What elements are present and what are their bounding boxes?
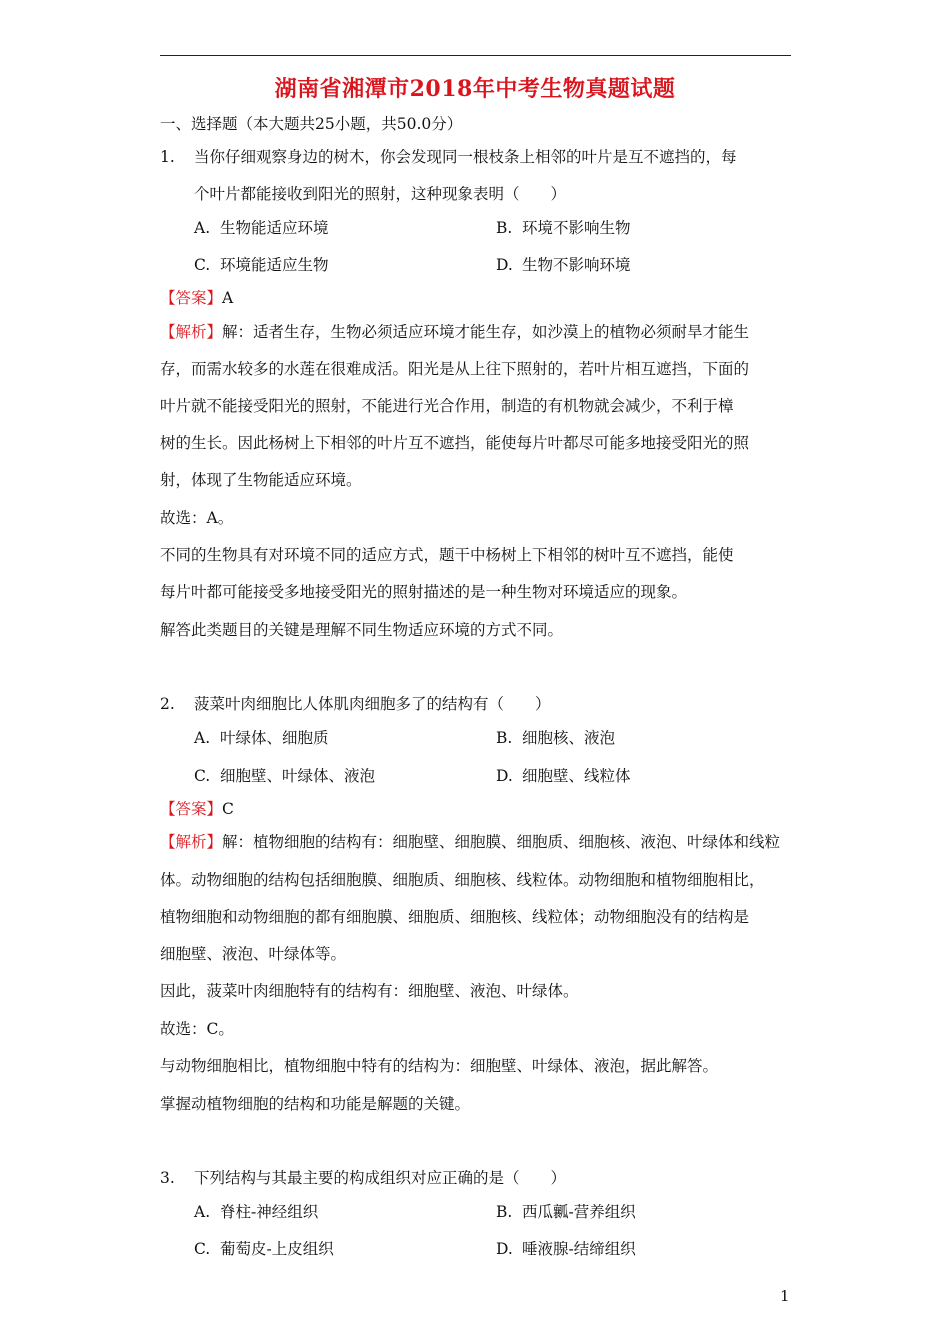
question-2-option-b: B. 细胞核、液泡: [496, 729, 616, 747]
question-2-analysis-line-5: 因此，菠菜叶肉细胞特有的结构有：细胞壁、液泡、叶绿体。: [160, 982, 579, 1000]
question-2-stem: 2. 菠菜叶肉细胞比人体肌肉细胞多了的结构有（ ）: [160, 695, 551, 713]
question-1-analysis-line-5: 射，体现了生物能适应环境。: [160, 471, 362, 489]
question-1-analysis-line-1: 【解析】解：适者生存，生物必须适应环境才能生存，如沙漠上的植物必须耐旱才能生: [160, 323, 750, 341]
question-2-option-c: C. 细胞壁、叶绿体、液泡: [194, 767, 376, 785]
question-2-analysis-line-4: 细胞壁、液泡、叶绿体等。: [160, 945, 347, 963]
question-1-stem-line-2: 个叶片都能接收到阳光的照射，这种现象表明（ ）: [194, 185, 567, 203]
question-1-analysis-line-2: 存，而需水较多的水莲在很难成活。阳光是从上往下照射的，若叶片相互遮挡，下面的: [160, 360, 750, 378]
question-2-option-a: A. 叶绿体、细胞质: [194, 729, 329, 747]
question-1-choice: 故选：A。: [160, 509, 234, 527]
question-3-option-a: A. 脊柱-神经组织: [194, 1203, 319, 1221]
question-1-analysis-line-4: 树的生长。因此杨树上下相邻的叶片互不遮挡，能使每片叶都尽可能多地接受阳光的照: [160, 434, 750, 452]
question-1-option-d: D. 生物不影响环境: [496, 256, 631, 274]
question-3-option-b: B. 西瓜瓤-营养组织: [496, 1203, 636, 1221]
question-3-number: 3.: [160, 1169, 175, 1187]
question-1-stem-line-1: 1. 当你仔细观察身边的树木，你会发现同一根枝条上相邻的叶片是互不遮挡的，每: [160, 148, 737, 166]
question-1-note-line-2: 每片叶都可能接受多地接受阳光的照射描述的是一种生物对环境适应的现象。: [160, 583, 688, 601]
header-rule: [160, 55, 791, 56]
question-2-number: 2.: [160, 695, 175, 713]
section-header: 一、选择题（本大题共25小题，共50.0分）: [160, 115, 463, 133]
question-2-choice: 故选：C。: [160, 1020, 234, 1038]
question-2-note-line-2: 掌握动植物细胞的结构和功能是解题的关键。: [160, 1095, 471, 1113]
question-1-answer: 【答案】A: [160, 289, 234, 307]
question-1-option-c: C. 环境能适应生物: [194, 256, 329, 274]
question-2-option-d: D. 细胞壁、线粒体: [496, 767, 631, 785]
question-1-analysis-line-3: 叶片就不能接受阳光的照射，不能进行光合作用，制造的有机物就会减少，不利于樟: [160, 397, 734, 415]
question-3-option-c: C. 葡萄皮-上皮组织: [194, 1240, 334, 1258]
question-3-option-d: D. 唾液腺-结缔组织: [496, 1240, 636, 1258]
question-2-analysis-line-3: 植物细胞和动物细胞的都有细胞膜、细胞质、细胞核、线粒体；动物细胞没有的结构是: [160, 908, 750, 926]
question-1-note-line-3: 解答此类题目的关键是理解不同生物适应环境的方式不同。: [160, 621, 564, 639]
question-1-note-line-1: 不同的生物具有对环境不同的适应方式，题干中杨树上下相邻的树叶互不遮挡，能使: [160, 546, 734, 564]
question-2-answer: 【答案】C: [160, 800, 234, 818]
document-title: 湖南省湘潭市2018年中考生物真题试题: [274, 76, 676, 102]
question-1-option-a: A. 生物能适应环境: [194, 219, 329, 237]
question-1-option-b: B. 环境不影响生物: [496, 219, 631, 237]
question-2-analysis-line-2: 体。动物细胞的结构包括细胞膜、细胞质、细胞核、线粒体。动物细胞和植物细胞相比，: [160, 871, 765, 889]
question-2-note-line-1: 与动物细胞相比，植物细胞中特有的结构为：细胞壁、叶绿体、液泡，据此解答。: [160, 1057, 719, 1075]
question-2-analysis-line-1: 【解析】解：植物细胞的结构有：细胞壁、细胞膜、细胞质、细胞核、液泡、叶绿体和线粒: [160, 833, 781, 851]
question-3-stem: 3. 下列结构与其最主要的构成组织对应正确的是（ ）: [160, 1169, 567, 1187]
question-1-number: 1.: [160, 148, 175, 166]
page-number: 1: [780, 1287, 790, 1305]
